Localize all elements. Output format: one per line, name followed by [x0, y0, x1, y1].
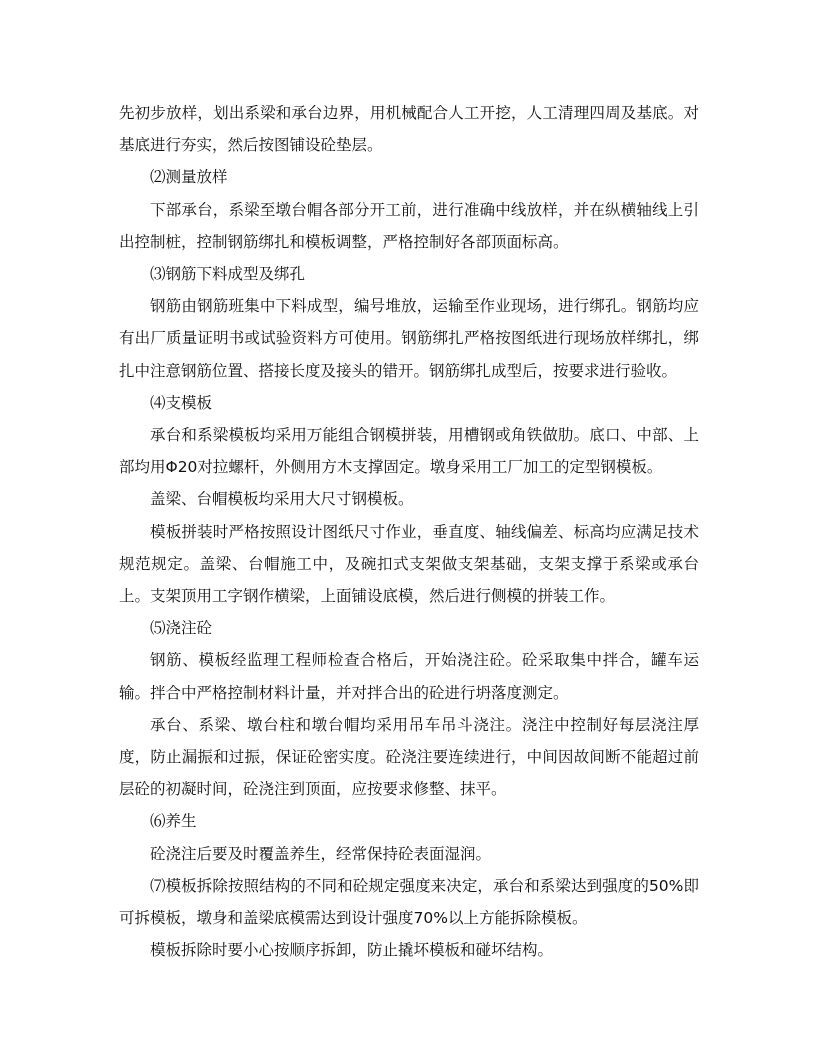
section-heading-rebar: ⑶钢筋下料成型及绑孔: [150, 265, 306, 284]
paragraph-survey: 下部承台，系梁至墩台帽各部分开工前，进行准确中线放样，并在纵横轴线上引出控制桩，控制钢筋绑扎和模板调整，严格控制好各部顶面标高。: [119, 200, 699, 251]
section-heading-survey: ⑵测量放样: [150, 168, 228, 187]
paragraph-removal-care: 模板拆除时要小心按顺序拆卸，防止撬坏模板和碰坏结构。: [150, 941, 554, 960]
paragraph-curing: 砼浇注后要及时覆盖养生，经常保持砼表面湿润。: [150, 844, 492, 863]
paragraph-formwork-capbeam: 盖梁、台帽模板均采用大尺寸钢模板。: [150, 490, 414, 509]
paragraph-formwork-assembly: 模板拼装时严格按照设计图纸尺寸作业，垂直度、轴线偏差、标高均应满足技术规范规定。盖梁、台帽施工中，及碗扣式支架做支架基础，支架支撑于系梁或承台上。支架顶用工字钢作横梁，上面铺设底模，然后进行侧模的拼装工作。: [119, 522, 699, 606]
paragraph-pouring-mixing: 钢筋、模板经监理工程师检查合格后，开始浇注砼。砼采取集中拌合，罐车运输。拌合中严格控制材料计量，并对拌合出的砼进行坍落度测定。: [119, 651, 699, 702]
section-heading-curing: ⑹养生: [150, 812, 197, 831]
paragraph-pouring-process: 承台、系梁、墩台柱和墩台帽均采用吊车吊斗浇注。浇注中控制好每层浇注厚度，防止漏振和过振，保证砼密实度。砼浇注要连续进行，中间因故间断不能超过前层砼的初凝时间，砼浇注到顶面，应按要求修整、抹平。: [119, 715, 699, 799]
paragraph-foundation-excavation: 先初步放样，划出系梁和承台边界，用机械配合人工开挖，人工清理四周及基底。对基底进行夯实，然后按图铺设砼垫层。: [119, 104, 699, 155]
section-heading-pouring: ⑸浇注砼: [150, 619, 213, 638]
paragraph-formwork-removal: ⑺模板拆除按照结构的不同和砼规定强度来决定，承台和系梁达到强度的50%即可拆模板，墩身和盖梁底模需达到设计强度70%以上方能拆除模板。: [119, 876, 699, 928]
document-body: [119, 97, 699, 966]
paragraph-rebar: 钢筋由钢筋班集中下料成型，编号堆放，运输至作业现场，进行绑孔。钢筋均应有出厂质量证明书或试验资料方可使用。钢筋绑扎严格按图纸进行现场放样绑扎，绑扎中注意钢筋位置、搭接长度及接头的错开。钢筋绑扎成型后，按要求进行验收。: [119, 297, 699, 380]
paragraph-formwork-pilecap: 承台和系梁模板均采用万能组合钢模拼装，用槽钢或角铁做肋。底口、中部、上部均用Φ20对拉螺杆，外侧用方木支撑固定。墩身采用工厂加工的定型钢模板。: [119, 426, 699, 477]
section-heading-formwork: ⑷支模板: [150, 393, 213, 412]
